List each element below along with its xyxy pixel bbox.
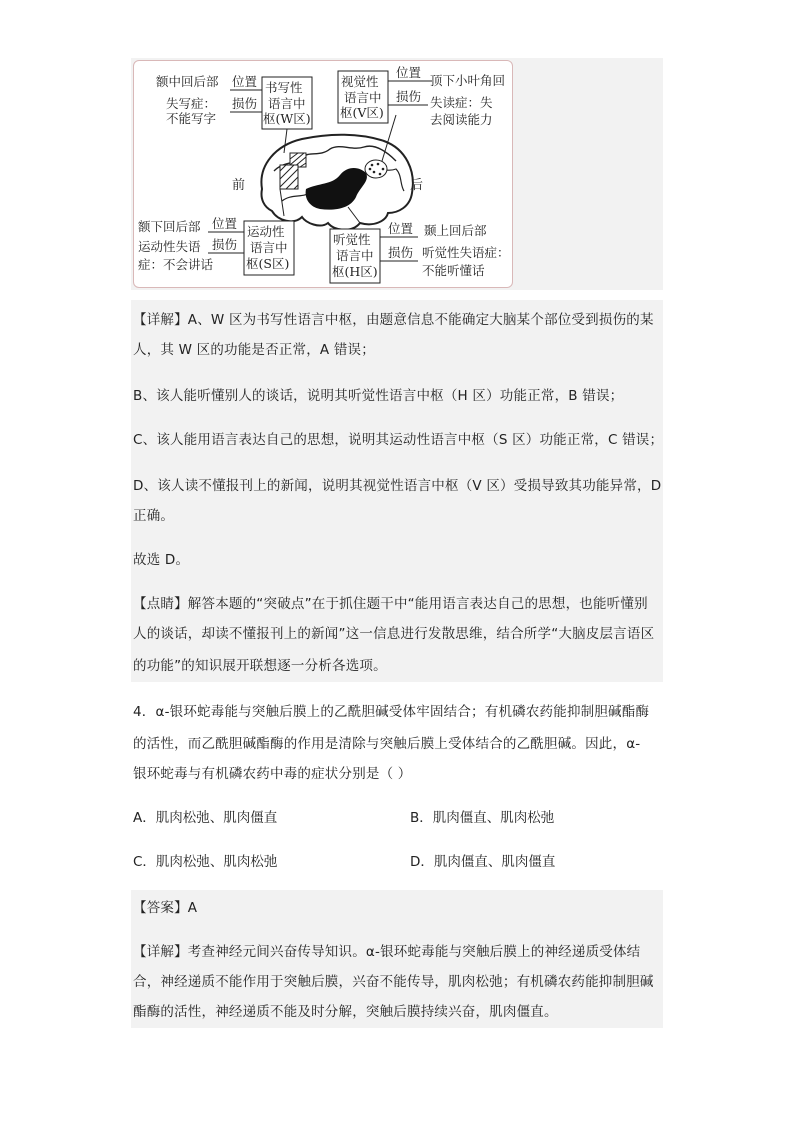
option-c: C．肌肉松弛、肌肉松弛 (133, 854, 278, 870)
s-box-line1: 运动性 (247, 224, 285, 239)
question-line-1: 4．α-银环蛇毒能与突触后膜上的乙酰胆碱受体牢固结合；有机磷农药能抑制胆碱酯酶 (133, 704, 650, 720)
front-label: 前 (232, 178, 246, 193)
explanation-line-4: C、该人能用语言表达自己的思想，说明其运动性语言中枢（S 区）功能正常，C 错误； (133, 432, 664, 448)
back-label: 后 (410, 178, 424, 193)
question-line-3: 银环蛇毒与有机磷农药中毒的症状分别是（ ） (133, 766, 412, 782)
v-position-label: 位置 (396, 65, 422, 80)
s-box-line2: 语言中 (250, 240, 288, 255)
explanation-line-7: 故选 D。 (133, 552, 190, 568)
tip-line-3: 的功能”的知识展开联想逐一分析各选项。 (133, 658, 387, 674)
explanation-line-2: 人，其 W 区的功能是否正常，A 错误； (133, 342, 375, 358)
w-box-line1: 书写性 (265, 80, 303, 95)
question-line-2: 的活性，而乙酰胆碱酯酶的作用是清除与突触后膜上受体结合的乙酰胆碱。因此，α- (133, 736, 641, 752)
option-a: A．肌肉松弛、肌肉僵直 (133, 810, 278, 826)
v-box-line3: 枢(V区) (340, 105, 384, 120)
w-box-line2: 语言中 (268, 96, 306, 111)
explanation-line-3: B、该人能听懂别人的谈话，说明其听觉性语言中枢（H 区）功能正常，B 错误； (133, 388, 624, 404)
v-damage-label: 损伤 (396, 89, 422, 104)
h-box-line1: 听觉性 (333, 232, 371, 247)
answer-detail-line-2: 合，神经递质不能作用于突触后膜，兴奋不能传导，肌肉松弛；有机磷农药能抑制胆碱 (133, 974, 654, 990)
w-damage-text1: 失写症： (166, 96, 217, 111)
h-position-label: 位置 (388, 221, 414, 236)
h-damage-text1: 听觉性失语症： (422, 245, 510, 260)
v-damage-text1: 失读症：失 (430, 95, 493, 110)
answer-line: 【答案】A (133, 900, 198, 916)
v-damage-text2: 去阅读能力 (430, 112, 493, 127)
w-location-text: 额中回后部 (156, 74, 219, 89)
explanation-line-1: 【详解】A、W 区为书写性语言中枢，由题意信息不能确定大脑某个部位受到损伤的某 (133, 312, 654, 328)
s-damage-text2: 症：不会讲话 (138, 257, 214, 272)
w-damage-label: 损伤 (232, 96, 258, 111)
explanation-line-6: 正确。 (133, 508, 175, 524)
option-d: D．肌肉僵直、肌肉僵直 (410, 854, 556, 870)
s-box-line3: 枢(S区) (246, 256, 290, 271)
h-damage-label: 损伤 (388, 245, 414, 260)
v-box-line1: 视觉性 (341, 74, 379, 89)
s-position-label: 位置 (212, 216, 238, 231)
s-damage-text1: 运动性失语 (138, 239, 201, 254)
v-location-text: 顶下小叶角回 (430, 73, 506, 88)
explanation-line-5: D、该人读不懂报刊上的新闻，说明其视觉性语言中枢（V 区）受损导致其功能异常，D (133, 478, 662, 494)
w-box-line3: 枢(W区) (263, 111, 311, 126)
v-box-line2: 语言中 (344, 90, 382, 105)
w-position-label: 位置 (232, 74, 258, 89)
tip-line-1: 【点睛】解答本题的“突破点”在于抓住题干中“能用语言表达自己的思想，也能听懂别 (133, 596, 648, 612)
s-damage-label: 损伤 (212, 237, 238, 252)
answer-detail-line-1: 【详解】考查神经元间兴奋传导知识。α-银环蛇毒能与突触后膜上的神经递质受体结 (133, 944, 641, 960)
answer-detail-line-3: 酯酶的活性，神经递质不能及时分解，突触后膜持续兴奋，肌肉僵直。 (133, 1004, 558, 1020)
tip-line-2: 人的谈话，却读不懂报刊上的新闻”这一信息进行发散思维，结合所学“大脑皮层言语区 (133, 626, 655, 642)
s-location-text: 额下回后部 (138, 219, 201, 234)
w-damage-text2: 不能写字 (166, 111, 217, 126)
h-damage-text2: 不能听懂话 (422, 263, 485, 278)
h-box-line2: 语言中 (336, 248, 374, 263)
h-location-text: 颞上回后部 (424, 223, 487, 238)
h-box-line3: 枢(H区) (332, 264, 378, 279)
brain-language-area-diagram (133, 60, 513, 288)
option-b: B．肌肉僵直、肌肉松弛 (410, 810, 555, 826)
